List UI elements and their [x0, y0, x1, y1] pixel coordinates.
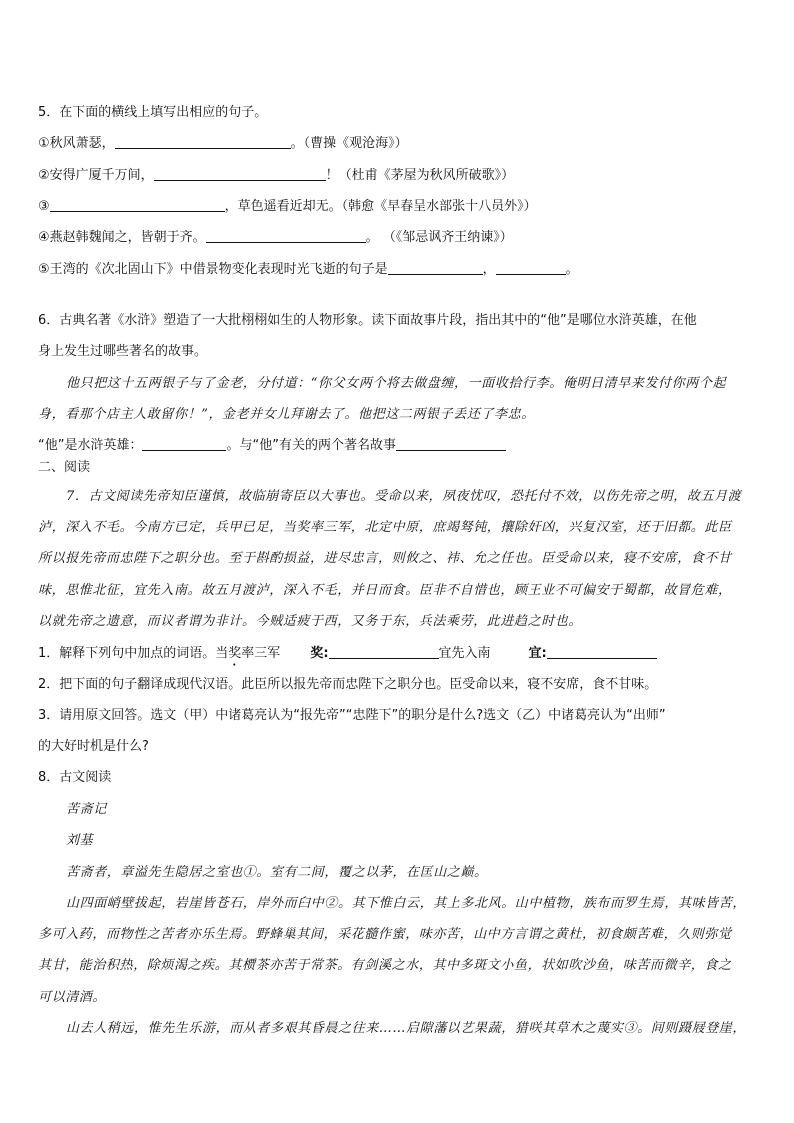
answer-blank[interactable]: [496, 261, 566, 275]
q7-sub-1-text-a: 1．解释下列句中加点的词语。当: [38, 646, 229, 661]
q7-passage-line-2: 泸，深入不毛。今南方已定，兵甲已足，当奖率三军，北定中原，庶竭驽钝，攘除奸凶，兴复汉室，还于旧都。此臣: [38, 520, 732, 535]
q5-item-2: [38, 167, 764, 185]
q8-passage-line-3: 多可入药，而物性之苦者亦乐生焉。野蜂巢其间，采花髓作蜜，味亦苦，山中方言谓之黄杜，初食颇苦难，久则弥觉: [38, 927, 732, 942]
answer-blank[interactable]: [396, 437, 506, 451]
q5-item-3-prefix: ③: [38, 199, 50, 214]
q7-passage-line-3: 所以报先帝而忠陛下之职分也。至于斟酌损益，进尽忠言，则攸之、祎、允之任也。臣受命以来，寝不安席，食不甘: [38, 551, 732, 566]
q5-item-5: [38, 261, 764, 279]
q5-item-1: [38, 135, 764, 153]
q6-answer-line: [38, 437, 764, 455]
q8-passage-line-2: 山四面峭壁拔起，岩崖皆苍石，岸外而臼中②。其下惟白云，其上多北风。山中植物，族布而罗生焉，其味皆苦，: [66, 896, 747, 911]
q6-passage-line-1: 他只把这十五两银子与了金老，分付道：“你父女两个将去做盘缠，一面收拾行李。俺明日清早来发付你两个起: [66, 376, 727, 391]
q5-item-3-suffix: ，草色遥看近却无。（韩愈《早春呈水部张十八员外》）: [224, 199, 537, 214]
q5-item-1-prefix: ①秋风萧瑟，: [38, 136, 115, 151]
answer-blank[interactable]: [547, 645, 657, 659]
q6-stem-line-1: 6．古典名著《水浒》塑造了一大批栩栩如生的人物形象。读下面故事片段，指出其中的“他”是哪位水浒英雄，在他: [38, 313, 697, 328]
q7-sub-1-label-a: 奖:: [310, 646, 329, 661]
q6-stem-line-2: 身上发生过哪些著名的故事。: [38, 344, 208, 359]
q5-item-4-prefix: ④燕赵韩魏闻之，皆朝于齐。: [38, 230, 206, 245]
q7-sub-2: 2．把下面的句子翻译成现代汉语。此臣所以报先帝而忠陛下之职分也。臣受命以来，寝不安席，食不甘味。: [38, 677, 658, 692]
q5-item-5-mid: ，: [482, 262, 496, 277]
answer-blank[interactable]: [115, 135, 291, 149]
q7-sub-1: [38, 645, 764, 669]
q7-passage-line-4: 味，思惟北征，宜先入南。故五月渡泸，深入不毛，并日而食。臣非不自惜也，顾王业不可偏安于蜀都，故冒危难，: [38, 583, 732, 598]
q7-sub-1-label-b: 宜:: [528, 646, 547, 661]
answer-blank[interactable]: [50, 198, 225, 212]
q6-answer-prefix: “他”是水浒英雄：: [38, 438, 143, 453]
answer-blank[interactable]: [142, 437, 226, 451]
q5-item-4-suffix: 。 （《邹忌讽齐王纳谏》）: [365, 230, 513, 245]
q6-answer-mid: 。与“他”有关的两个著名故事: [226, 438, 396, 453]
q8-passage-title: 苦斋记: [66, 802, 107, 817]
q8-passage-line-5: 可以清酒。: [38, 990, 107, 1005]
answer-blank[interactable]: [388, 261, 483, 275]
q5-item-5-prefix: ⑤王湾的《次北固山下》中借景物变化表现时光飞逝的句子是: [38, 262, 388, 277]
q5-stem: 5．在下面的横线上填写出相应的句子。: [38, 105, 268, 120]
answer-blank[interactable]: [154, 167, 326, 181]
q5-item-5-suffix: 。: [565, 262, 579, 277]
q7-sub-3-line-2: 的大好时机是什么?: [38, 739, 149, 754]
q8-stem: 8．古文阅读: [38, 770, 112, 785]
q5-item-1-suffix: 。（曹操《观沧海》）: [290, 136, 408, 151]
answer-blank[interactable]: [206, 229, 366, 243]
q8-passage-line-1: 苦斋者，章溢先生隐居之室也①。室有二间，覆之以茅，在匡山之巅。: [66, 865, 488, 880]
q5-item-2-prefix: ②安得广厦千万间，: [38, 168, 154, 183]
q7-passage-line-1: 7．古文阅读先帝知臣谨慎，故临崩寄臣以大事也。受命以来，夙夜忧叹，恐托付不效，以伤先帝之明，故五月渡: [66, 489, 742, 504]
q5-item-3: [38, 198, 764, 216]
q8-passage-author: 刘基: [66, 833, 94, 848]
q5-item-4: [38, 229, 764, 247]
q8-passage-line-6: 山去人稍远，惟先生乐游，而从者多艰其昏晨之往来……启隙藩以艺果蔬，猎咲其草木之蔑实③。间则蹑屐登崖，: [66, 1021, 747, 1036]
dotted-word: 奖: [228, 646, 242, 661]
q5-item-2-suffix: ！（杜甫《茅屋为秋风所破歌》）: [325, 168, 515, 183]
q7-sub-1-text-b: 率三军: [241, 646, 281, 661]
q7-sub-1-text-d: 宜先入南: [438, 646, 491, 661]
q7-passage-line-5: 以就先帝之遗意，而议者谓为非计。今贼适疲于西，又务于东，兵法乘劳，此进趋之时也。: [38, 614, 583, 629]
q8-passage-line-4: 其甘，能治积热，除烦渴之疾。其槚茶亦苦于常茶。有剑溪之水，其中多斑文小鱼，状如吹沙鱼，味苦而微辛，食之: [38, 958, 732, 973]
section-heading-reading: 二、阅读: [38, 460, 91, 475]
q6-passage-line-2: 身，看那个店主人敢留你！”，金老并女儿拜谢去了。他把这二两银子丢还了李忠。: [38, 407, 535, 422]
answer-blank[interactable]: [329, 645, 439, 659]
q7-sub-3-line-1: 3．请用原文回答。选文（甲）中诸葛亮认为“报先帝”“忠陛下”的职分是什么?选文（乙）中诸葛亮认为“出师”: [38, 708, 666, 723]
